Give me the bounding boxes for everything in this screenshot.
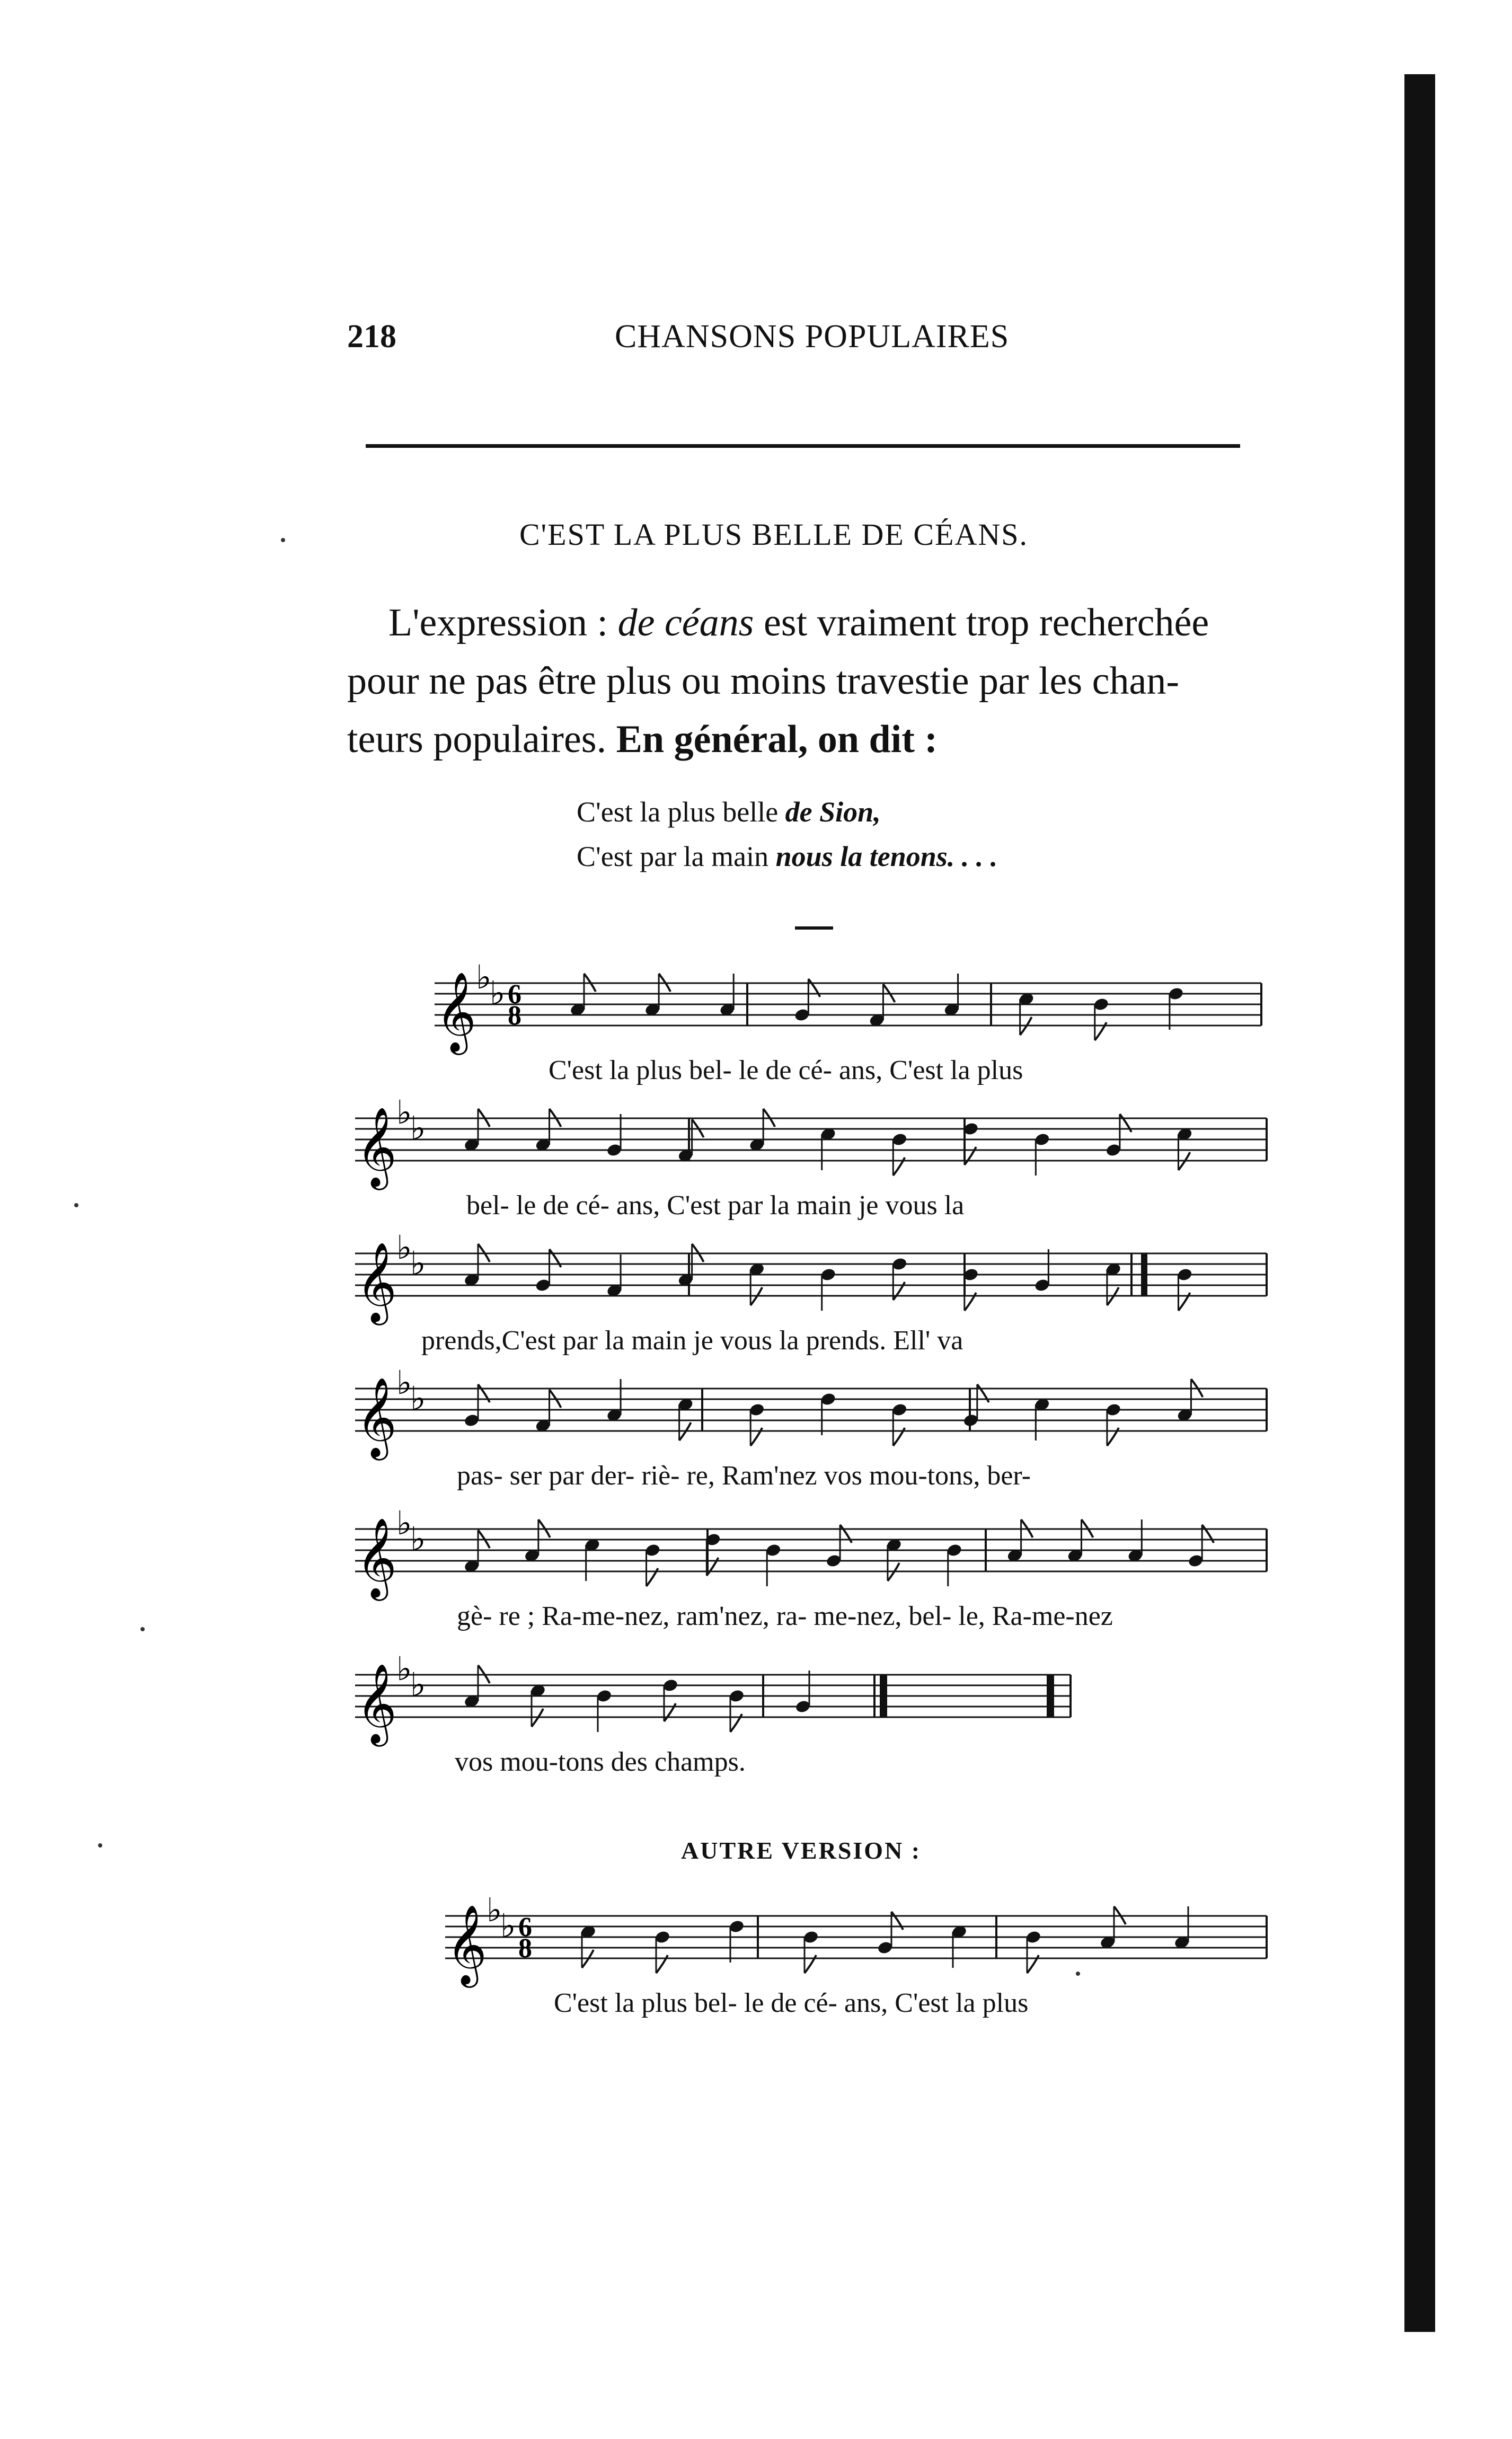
intro-paragraph [347, 594, 1269, 768]
treble-clef-icon: 𝄞 [356, 1376, 397, 1457]
treble-clef-icon: 𝄞 [356, 1517, 397, 1597]
flat-icon: ♭ [410, 1379, 426, 1418]
time-signature-digit: 8 [518, 1933, 532, 1964]
music-staff [435, 951, 1283, 1068]
ink-speck [281, 538, 285, 542]
flat-icon: ♭ [396, 1363, 412, 1402]
intro-emphasis: de céans [617, 601, 754, 644]
flat-icon: ♭ [490, 974, 506, 1012]
treble-clef-icon: 𝄞 [356, 1663, 397, 1743]
quote-line-1: C'est la plus belle de Sion, [577, 796, 881, 828]
flat-icon: ♭ [396, 1649, 412, 1688]
page-edge-shadow [1404, 74, 1435, 2332]
final-bar-line [1047, 1675, 1054, 1717]
ink-speck [98, 1843, 102, 1848]
quote-line-2: C'est par la main nous la tenons. . . . [577, 841, 998, 872]
double-bar-line [1141, 1253, 1147, 1296]
page-number: 218 [347, 319, 396, 355]
intro-line-2: pour ne pas être plus ou moins travestie par les chan- [347, 659, 1179, 703]
flat-icon: ♭ [500, 1906, 516, 1945]
time-signature-digit: 6 [518, 1912, 532, 1942]
lyric-line-6: vos mou-tons des champs. [455, 1747, 746, 1777]
flat-icon: ♭ [410, 1244, 426, 1283]
flat-icon: ♭ [396, 1093, 412, 1132]
flat-icon: ♭ [396, 1228, 412, 1267]
music-staff [355, 1643, 1092, 1760]
lyric-line-1: C'est la plus bel- le de cé- ans, C'est la plus [549, 1055, 1023, 1085]
flat-icon: ♭ [410, 1519, 426, 1558]
music-staff [355, 1497, 1288, 1614]
time-signature-digit: 6 [508, 979, 521, 1010]
intro-line-3: teurs populaires. En général, on dit : [347, 718, 938, 761]
autre-version-heading: AUTRE VERSION : [681, 1837, 922, 1864]
flat-icon: ♭ [410, 1665, 426, 1704]
flat-icon: ♭ [396, 1504, 412, 1542]
final-bar-line [880, 1675, 887, 1717]
flat-icon: ♭ [487, 1890, 502, 1929]
lyric-line-2: bel- le de cé- ans, C'est par la main je vous la [466, 1190, 965, 1221]
ink-speck [1076, 1972, 1080, 1976]
treble-clef-icon: 𝄞 [446, 1904, 487, 1984]
time-signature-digit: 8 [508, 1001, 521, 1031]
flat-icon: ♭ [410, 1109, 426, 1147]
quoted-verse [577, 790, 997, 879]
header-rule [366, 444, 1240, 448]
treble-clef-icon: 𝄞 [356, 1106, 397, 1187]
flat-icon: ♭ [476, 958, 492, 996]
lyric-line-4: pas- ser par der- riè- re, Ram'nez vos mou-tons, ber- [457, 1461, 1031, 1491]
lyric-line-5: gè- re ; Ra-me-nez, ram'nez, ra- me-nez, bel- le, Ra-me-nez [457, 1601, 1113, 1631]
short-divider [795, 926, 833, 930]
music-staff [355, 1086, 1288, 1203]
running-title: CHANSONS POPULAIRES [615, 319, 1010, 355]
ink-speck [74, 1203, 78, 1207]
music-staff [355, 1222, 1288, 1338]
treble-clef-icon: 𝄞 [356, 1241, 397, 1322]
treble-clef-icon: 𝄞 [436, 971, 476, 1051]
music-staff [445, 1884, 1288, 2001]
ink-speck [140, 1627, 145, 1631]
music-staff [355, 1357, 1288, 1473]
song-title: C'EST LA PLUS BELLE DE CÉANS. [519, 517, 1029, 552]
lyric-line-3: prends,C'est par la main je vous la prends. Ell' va [421, 1325, 963, 1356]
autre-version-lyric: C'est la plus bel- le de cé- ans, C'est la plus [554, 1988, 1029, 2018]
intro-line-1: L'expression : de céans est vraiment trop recherchée [388, 601, 1209, 644]
